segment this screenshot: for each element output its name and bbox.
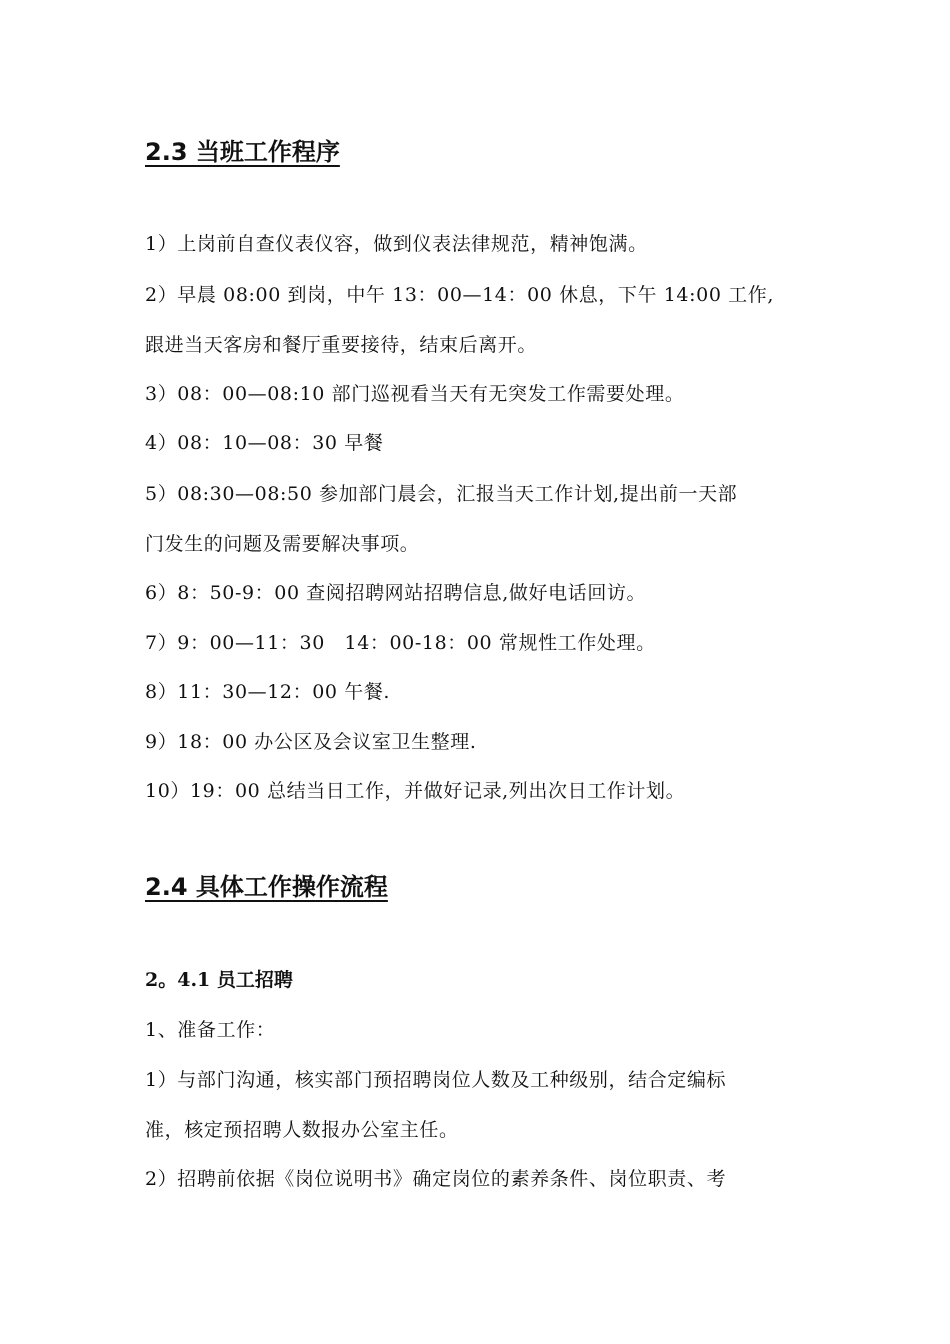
paragraph-line: 2）早晨 08:00 到岗，中午 13：00—14：00 休息，下午 14:00 工作, bbox=[145, 284, 774, 306]
subsection-heading-2-4-1: 2。4.1 员工招聘 bbox=[145, 969, 293, 991]
paragraph-line: 3）08：00—08:10 部门巡视看当天有无突发工作需要处理。 bbox=[145, 383, 685, 405]
section-heading-2-3: 2.3 当班工作程序 bbox=[145, 138, 340, 166]
paragraph-line: 8）11：30—12：00 午餐. bbox=[145, 681, 391, 703]
paragraph-line: 9）18：00 办公区及会议室卫生整理. bbox=[145, 731, 477, 753]
paragraph-line: 1、准备工作： bbox=[145, 1019, 276, 1041]
section-heading-2-4: 2.4 具体工作操作流程 bbox=[145, 873, 388, 901]
paragraph-line: 门发生的问题及需要解决事项。 bbox=[145, 533, 420, 555]
paragraph-line: 跟进当天客房和餐厅重要接待，结束后离开。 bbox=[145, 334, 538, 356]
paragraph-line: 10）19：00 总结当日工作，并做好记录,列出次日工作计划。 bbox=[145, 780, 686, 802]
paragraph-line: 准，核定预招聘人数报办公室主任。 bbox=[145, 1119, 459, 1141]
paragraph-line: 5）08:30—08:50 参加部门晨会，汇报当天工作计划,提出前一天部 bbox=[145, 483, 738, 505]
paragraph-line: 1）上岗前自查仪表仪容，做到仪表法律规范，精神饱满。 bbox=[145, 233, 648, 255]
paragraph-line: 7）9：00—11：30 14：00-18：00 常规性工作处理。 bbox=[145, 632, 656, 654]
paragraph-line: 2）招聘前依据《岗位说明书》确定岗位的素养条件、岗位职责、考 bbox=[145, 1168, 727, 1190]
paragraph-line: 4）08：10—08：30 早餐 bbox=[145, 432, 384, 454]
paragraph-line: 1）与部门沟通，核实部门预招聘岗位人数及工种级别，结合定编标 bbox=[145, 1069, 727, 1091]
paragraph-line: 6）8：50-9：00 查阅招聘网站招聘信息,做好电话回访。 bbox=[145, 582, 647, 604]
